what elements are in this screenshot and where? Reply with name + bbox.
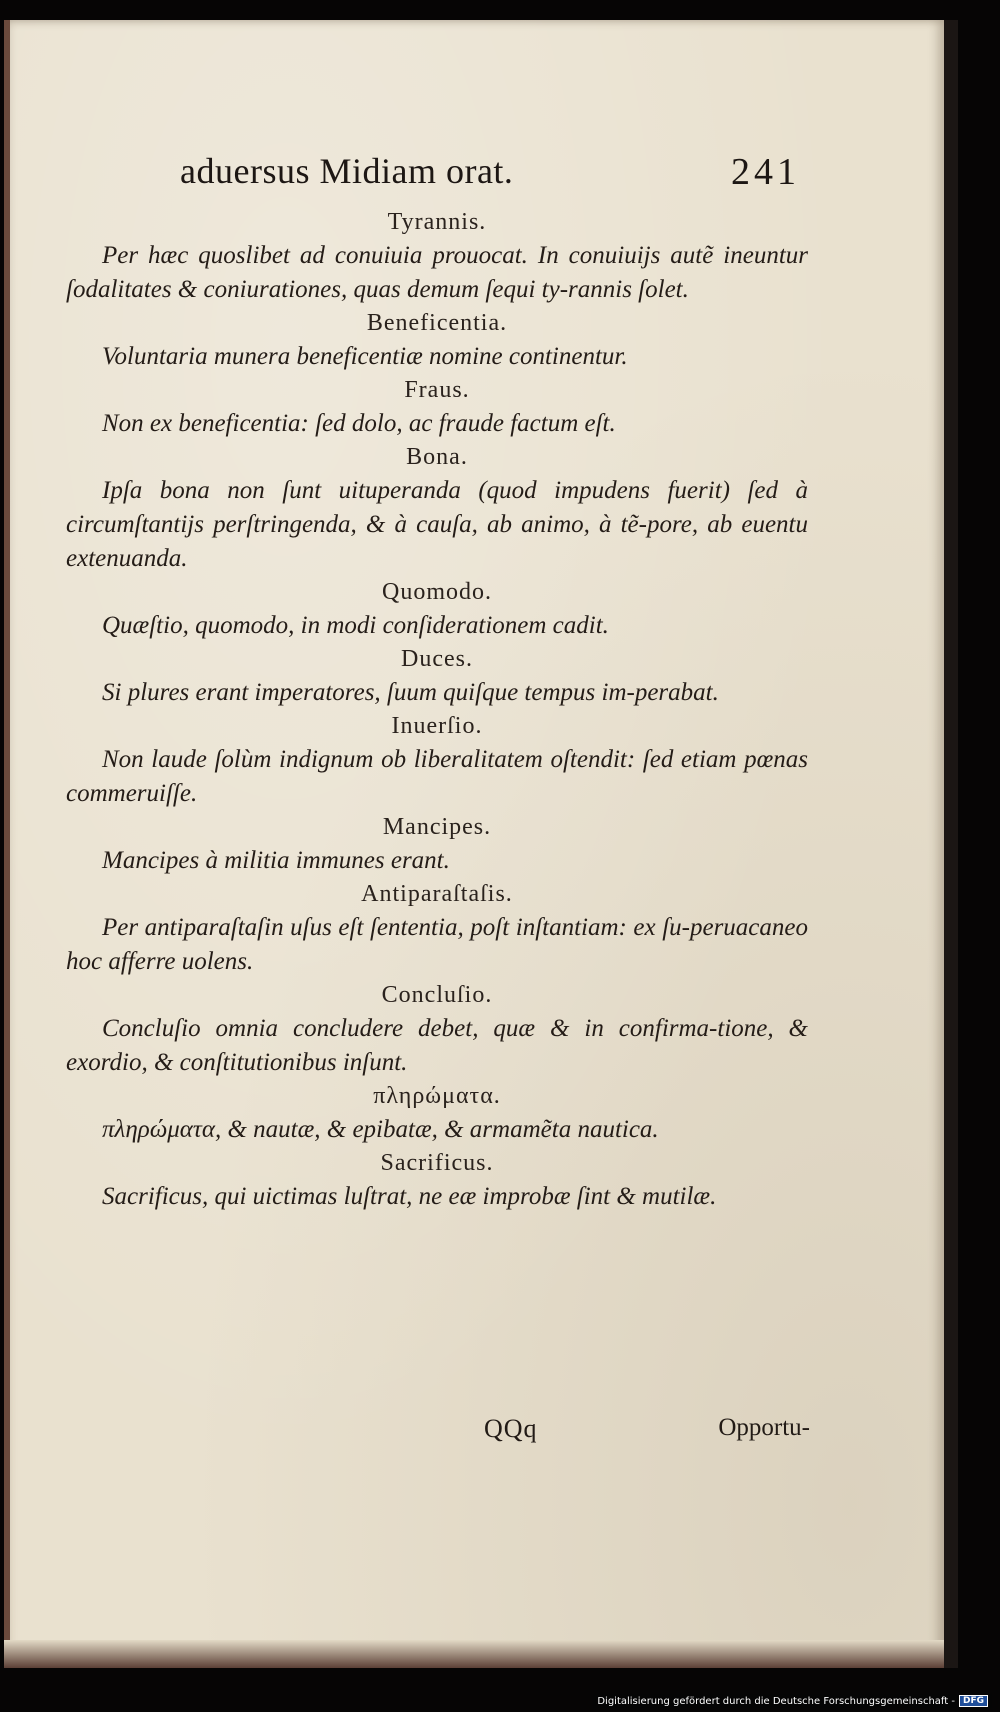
- section-inuersio: [66, 710, 808, 811]
- section-heading: Duces.: [401, 646, 473, 672]
- catchword: Opportu-: [718, 1414, 810, 1441]
- page-number: 241: [731, 151, 800, 193]
- section-heading: Fraus.: [404, 377, 470, 403]
- section-heading: Concluſio.: [381, 982, 493, 1008]
- section-text: Sacrificus, qui uictimas luſtrat, ne eæ improbæ ſint & mutilæ.: [102, 1183, 717, 1210]
- page-edge-bottom: [4, 1640, 944, 1668]
- section-heading: Antiparaſtaſis.: [361, 881, 513, 907]
- section-heading: Quomodo.: [382, 579, 492, 605]
- section-conclusio: [66, 979, 808, 1080]
- section-text: Per hæc quoslibet ad conuiuia prouocat. In conuiuijs autẽ ineuntur ſodalitates & coniurationes, quas demum ſequi ty-rannis ſolet.: [66, 242, 808, 303]
- text-block: [66, 206, 808, 1214]
- section-heading: Beneficentia.: [366, 310, 508, 336]
- section-tyrannis: [66, 206, 808, 307]
- section-plaromata: [66, 1080, 808, 1147]
- credit-text: Digitalisierung gefördert durch die Deutsche Forschungsgemeinschaft -: [597, 1695, 955, 1707]
- section-text: Non laude ſolùm indignum ob liberalitatem oſtendit: ſed etiam pœnas commeruiſſe.: [66, 746, 808, 807]
- section-heading: Tyrannis.: [387, 209, 487, 235]
- section-text: Ipſa bona non ſunt uituperanda (quod impudens fuerit) ſed à circumſtantijs perſtringenda, & à cauſa, ab animo, à tẽ-pore, ab euentu extenuanda.: [66, 477, 808, 572]
- section-fraus: [66, 374, 808, 441]
- dfg-logo: DFG: [959, 1695, 988, 1707]
- running-head: aduersus Midiam orat.: [180, 151, 514, 191]
- page-header: [180, 150, 800, 206]
- section-heading: Inuerſio.: [391, 713, 483, 739]
- section-sacrificus: [66, 1147, 808, 1214]
- section-text: Per antiparaſtaſin uſus eſt ſententia, poſt inſtantiam: ex ſu-peruacaneo hoc afferre uolens.: [66, 914, 808, 975]
- page-edge-left: [4, 20, 10, 1668]
- signature-mark: QQq: [484, 1414, 538, 1443]
- section-text: Non ex beneficentia: ſed dolo, ac fraude factum eſt.: [102, 410, 616, 437]
- section-heading: πληρώματα.: [373, 1083, 501, 1109]
- section-quomodo: [66, 576, 808, 643]
- section-text: Quæſtio, quomodo, in modi conſiderationem cadit.: [102, 612, 609, 639]
- section-heading: Sacrificus.: [380, 1150, 494, 1176]
- book-page: [4, 20, 958, 1668]
- section-text: Voluntaria munera beneficentiæ nomine continentur.: [102, 343, 628, 370]
- digitization-credit: [593, 1694, 992, 1708]
- section-text: Mancipes à militia immunes erant.: [102, 847, 450, 874]
- section-duces: [66, 643, 808, 710]
- section-bona: [66, 441, 808, 576]
- page-footer: [484, 1414, 810, 1450]
- section-mancipes: [66, 811, 808, 878]
- section-text: Si plures erant imperatores, ſuum quiſque tempus im-perabat.: [102, 679, 719, 706]
- section-beneficentia: [66, 307, 808, 374]
- section-heading: Bona.: [406, 444, 468, 470]
- section-heading: Mancipes.: [382, 814, 492, 840]
- section-text: πληρώματα, & nautæ, & epibatæ, & armamẽta nautica.: [102, 1116, 659, 1143]
- section-text: Concluſio omnia concludere debet, quæ & in confirma-tione, & exordio, & conſtitutionibus inſunt.: [66, 1015, 808, 1076]
- section-antiparastasis: [66, 878, 808, 979]
